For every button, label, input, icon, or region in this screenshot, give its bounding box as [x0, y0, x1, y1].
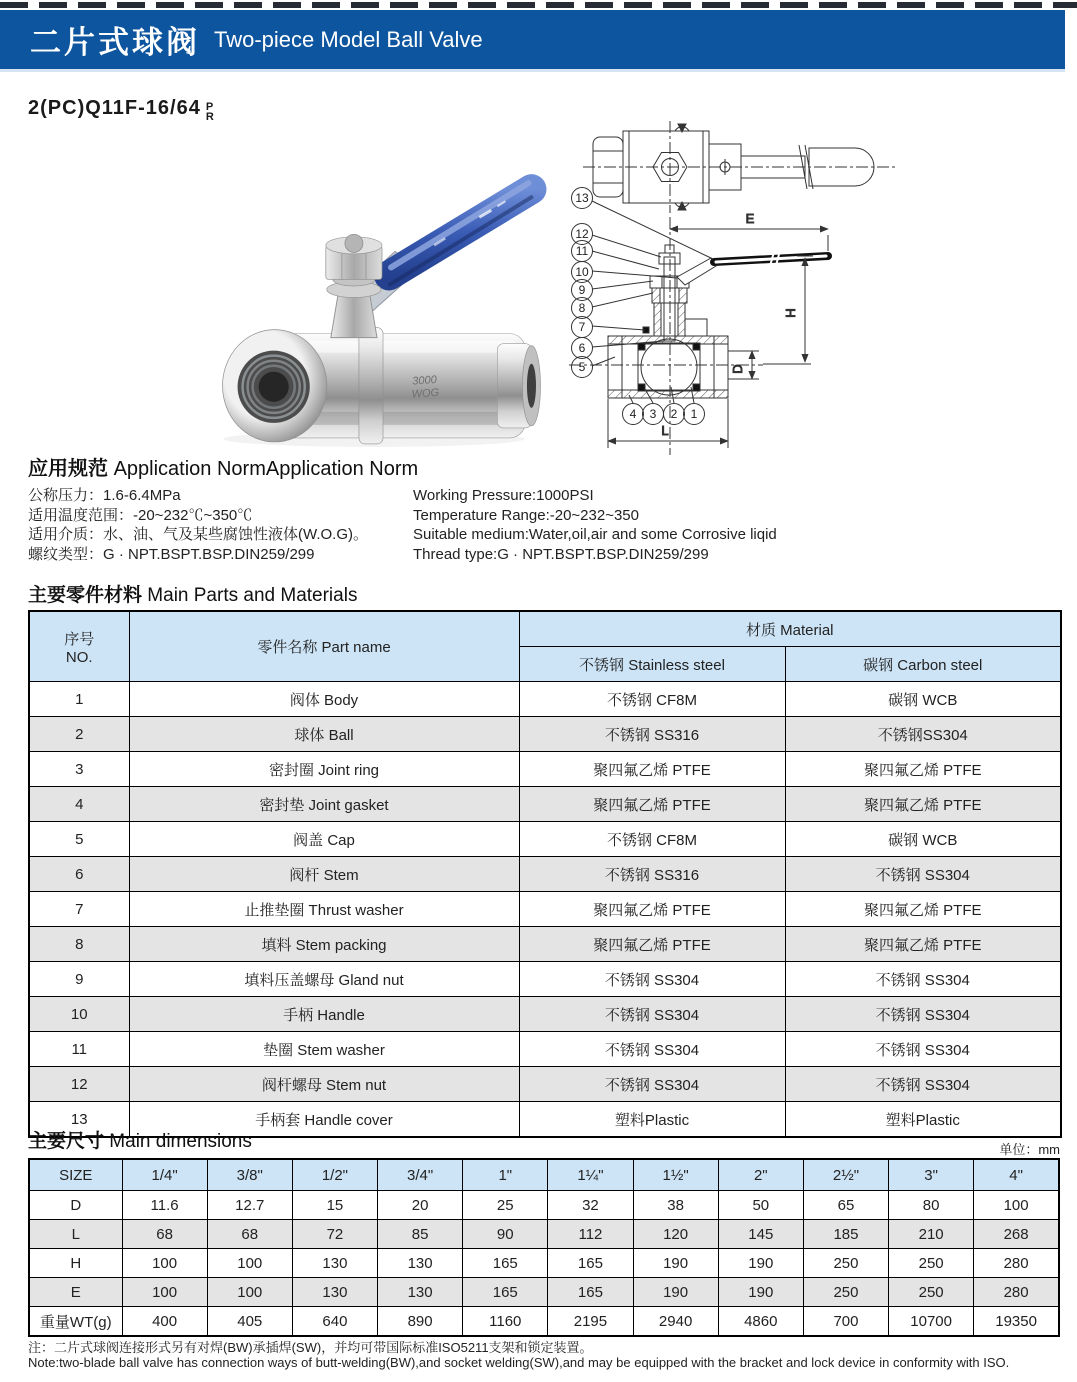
- part-material-stainless: 聚四氟乙烯 PTFE: [519, 752, 785, 787]
- part-no: 1: [29, 682, 129, 717]
- part-no: 6: [29, 857, 129, 892]
- dimension-value: 130: [378, 1249, 463, 1278]
- part-material-stainless: 不锈钢 SS304: [519, 997, 785, 1032]
- parts-table-row: [29, 1032, 1061, 1067]
- dimension-value: 100: [207, 1249, 292, 1278]
- spec-line: 螺纹类型：G · NPT.BSPT.BSP.DIN259/299: [28, 545, 315, 563]
- size-column-header: 1/2": [292, 1159, 377, 1191]
- dimension-value: 80: [889, 1191, 974, 1220]
- parts-table-row: [29, 717, 1061, 752]
- dimension-value: 190: [633, 1278, 718, 1307]
- col-header-no-en: NO.: [65, 648, 93, 666]
- part-no: 7: [29, 892, 129, 927]
- dimension-value: 120: [633, 1220, 718, 1249]
- svg-text:3000: 3000: [411, 373, 438, 388]
- dimension-value: 250: [889, 1249, 974, 1278]
- col-header-material: 材质 Material: [519, 611, 1061, 647]
- part-name: 球体 Ball: [129, 717, 519, 752]
- callout-12: 12: [575, 227, 589, 241]
- part-name: 密封垫 Joint gasket: [129, 787, 519, 822]
- svg-text:WOG: WOG: [411, 386, 440, 401]
- size-column-header: 3/4": [378, 1159, 463, 1191]
- part-no: 5: [29, 822, 129, 857]
- part-name: 手柄套 Handle cover: [129, 1102, 519, 1138]
- dimension-row-label: H: [29, 1249, 122, 1278]
- dimension-value: 19350: [974, 1307, 1059, 1337]
- size-column-header: 1½": [633, 1159, 718, 1191]
- size-label-header: SIZE: [29, 1159, 122, 1191]
- parts-table-row: [29, 892, 1061, 927]
- dimension-row: [29, 1278, 1059, 1307]
- spec-line: Thread type:G · NPT.BSPT.BSP.DIN259/299: [413, 545, 709, 563]
- dimension-value: 2940: [633, 1307, 718, 1337]
- page-top-dashed-border: [0, 2, 1077, 8]
- model-code: [28, 97, 215, 122]
- part-material-carbon: 不锈钢 SS304: [785, 1067, 1061, 1102]
- part-no: 3: [29, 752, 129, 787]
- part-material-carbon: 不锈钢 SS304: [785, 1032, 1061, 1067]
- parts-materials-table: [28, 610, 1062, 1138]
- model-suffix-r: R: [205, 111, 215, 123]
- dimension-value: 405: [207, 1307, 292, 1337]
- part-name: 阀杆 Stem: [129, 857, 519, 892]
- spec-line: Temperature Range:-20~232~350: [413, 506, 639, 524]
- part-no: 11: [29, 1032, 129, 1067]
- part-name: 密封圈 Joint ring: [129, 752, 519, 787]
- part-name: 垫圈 Stem washer: [129, 1032, 519, 1067]
- col-header-stainless: 不锈钢 Stainless steel: [519, 647, 785, 682]
- page-title-zh: 二片式球阀: [30, 25, 200, 60]
- size-column-header: 1¼": [548, 1159, 633, 1191]
- dimension-value: 100: [122, 1249, 207, 1278]
- page-title-en: Two-piece Model Ball Valve: [214, 26, 483, 52]
- dimension-row: [29, 1191, 1059, 1220]
- part-material-stainless: 聚四氟乙烯 PTFE: [519, 927, 785, 962]
- size-column-header: 1/4": [122, 1159, 207, 1191]
- dimension-value: 12.7: [207, 1191, 292, 1220]
- callout-7: 7: [578, 320, 586, 334]
- size-column-header: 3": [889, 1159, 974, 1191]
- dimension-value: 100: [122, 1278, 207, 1307]
- dimension-value: 72: [292, 1220, 377, 1249]
- dimension-value: 68: [207, 1220, 292, 1249]
- dimension-value: 20: [378, 1191, 463, 1220]
- dimension-value: 38: [633, 1191, 718, 1220]
- callout-6: 6: [578, 341, 586, 355]
- unit-label: 单位：mm: [999, 1142, 1060, 1157]
- dimension-value: 90: [463, 1220, 548, 1249]
- parts-heading-en: Main Parts and Materials: [147, 585, 358, 606]
- dimension-value: 100: [207, 1278, 292, 1307]
- col-header-no: [29, 611, 129, 682]
- dimension-row-label: E: [29, 1278, 122, 1307]
- part-material-carbon: 聚四氟乙烯 PTFE: [785, 787, 1061, 822]
- dimension-value: 190: [718, 1249, 803, 1278]
- part-material-carbon: 聚四氟乙烯 PTFE: [785, 752, 1061, 787]
- callout-2: 2: [670, 407, 678, 421]
- part-material-carbon: 塑料Plastic: [785, 1102, 1061, 1138]
- spec-line: 适用介质：水、油、气及某些腐蚀性液体(W.O.G)。: [28, 526, 368, 543]
- dimension-value: 50: [718, 1191, 803, 1220]
- part-name: 阀杆螺母 Stem nut: [129, 1067, 519, 1102]
- dimension-value: 165: [463, 1278, 548, 1307]
- dimension-value: 11.6: [122, 1191, 207, 1220]
- dimension-value: 190: [633, 1249, 718, 1278]
- dimension-row-label: 重量WT(g): [29, 1307, 122, 1337]
- part-name: 填料压盖螺母 Gland nut: [129, 962, 519, 997]
- model-suffix-p: P: [205, 101, 215, 113]
- col-header-no-zh: 序号: [64, 630, 95, 648]
- callout-5: 5: [578, 360, 586, 374]
- dimension-value: 165: [463, 1249, 548, 1278]
- dimension-row: [29, 1220, 1059, 1249]
- dimension-row-label: L: [29, 1220, 122, 1249]
- dimension-value: 68: [122, 1220, 207, 1249]
- dimensions-heading-zh: 主要尺寸: [28, 1131, 105, 1152]
- col-header-part-name: 零件名称 Part name: [129, 611, 519, 682]
- dimension-value: 85: [378, 1220, 463, 1249]
- part-material-stainless: 聚四氟乙烯 PTFE: [519, 892, 785, 927]
- dimension-value: 130: [292, 1249, 377, 1278]
- dim-label-d: D: [730, 364, 745, 374]
- dimension-row: [29, 1249, 1059, 1278]
- part-material-stainless: 不锈钢 SS304: [519, 1067, 785, 1102]
- size-column-header: 1": [463, 1159, 548, 1191]
- application-norm-heading: [28, 452, 418, 481]
- dimension-value: 130: [292, 1278, 377, 1307]
- valve-section-drawing: [565, 116, 985, 463]
- technical-drawing: [565, 116, 985, 463]
- dimension-value: 165: [548, 1249, 633, 1278]
- part-no: 2: [29, 717, 129, 752]
- part-material-carbon: 不锈钢 SS304: [785, 962, 1061, 997]
- dimension-value: 210: [889, 1220, 974, 1249]
- spec-line: Working Pressure:1000PSI: [413, 487, 594, 504]
- product-photo: [178, 133, 580, 459]
- dimension-value: 400: [122, 1307, 207, 1337]
- dimension-value: 130: [378, 1278, 463, 1307]
- parts-table-row: [29, 787, 1061, 822]
- dimension-value: 250: [803, 1249, 888, 1278]
- model-code-suffix: [206, 102, 215, 122]
- size-column-header: 4": [974, 1159, 1059, 1191]
- dimension-value: 250: [803, 1278, 888, 1307]
- part-material-stainless: 不锈钢 CF8M: [519, 822, 785, 857]
- dimensions-table: [28, 1158, 1060, 1337]
- callout-3: 3: [649, 407, 657, 421]
- parts-table-row: [29, 997, 1061, 1032]
- part-no: 9: [29, 962, 129, 997]
- part-material-stainless: 塑料Plastic: [519, 1102, 785, 1138]
- dimension-value: 1160: [463, 1307, 548, 1337]
- footnote-en: Note:two-blade ball valve has connection ways of butt-welding(BW),and socket welding(SW),and may be equipped with the bracket and lock device in conformity with ISO.: [28, 1355, 1010, 1370]
- dim-label-e: E: [745, 211, 755, 226]
- parts-heading: [28, 580, 357, 607]
- part-material-carbon: 不锈钢SS304: [785, 717, 1061, 752]
- part-material-carbon: 聚四氟乙烯 PTFE: [785, 892, 1061, 927]
- parts-table-row: [29, 927, 1061, 962]
- part-material-stainless: 不锈钢 CF8M: [519, 682, 785, 717]
- size-column-header: 2": [718, 1159, 803, 1191]
- dimension-row: [29, 1307, 1059, 1337]
- part-material-stainless: 不锈钢 SS316: [519, 717, 785, 752]
- application-heading-zh: 应用规范: [28, 458, 108, 480]
- callout-10: 10: [575, 265, 589, 279]
- dimension-value: 145: [718, 1220, 803, 1249]
- application-spec-en: [413, 486, 777, 564]
- dimension-value: 32: [548, 1191, 633, 1220]
- valve-stem-and-nut: [326, 234, 382, 337]
- dim-label-l: L: [661, 423, 669, 438]
- callout-13: 13: [575, 191, 589, 205]
- part-material-carbon: 不锈钢 SS304: [785, 857, 1061, 892]
- dimension-value: 280: [974, 1278, 1059, 1307]
- body-stamp: [410, 374, 440, 401]
- size-column-header: 3/8": [207, 1159, 292, 1191]
- dimension-value: 65: [803, 1191, 888, 1220]
- part-no: 4: [29, 787, 129, 822]
- part-material-carbon: 不锈钢 SS304: [785, 997, 1061, 1032]
- dimension-value: 25: [463, 1191, 548, 1220]
- parts-table-row: [29, 962, 1061, 997]
- part-name: 止推垫圈 Thrust washer: [129, 892, 519, 927]
- part-material-stainless: 不锈钢 SS304: [519, 1032, 785, 1067]
- callout-9: 9: [578, 283, 586, 297]
- valve-threaded-end: [223, 330, 327, 442]
- part-no: 10: [29, 997, 129, 1032]
- dimension-value: 10700: [889, 1307, 974, 1337]
- dimension-row-label: D: [29, 1191, 122, 1220]
- part-material-stainless: 不锈钢 SS316: [519, 857, 785, 892]
- dimension-value: 250: [889, 1278, 974, 1307]
- part-name: 阀体 Body: [129, 682, 519, 717]
- dimension-value: 185: [803, 1220, 888, 1249]
- callout-1: 1: [690, 407, 698, 421]
- parts-table-row: [29, 752, 1061, 787]
- dimension-value: 890: [378, 1307, 463, 1337]
- parts-table-row: [29, 682, 1061, 717]
- col-header-carbon: 碳钢 Carbon steel: [785, 647, 1061, 682]
- size-column-header: 2½": [803, 1159, 888, 1191]
- parts-table-row: [29, 822, 1061, 857]
- ball-valve-photo-illustration: [178, 133, 580, 459]
- part-no: 8: [29, 927, 129, 962]
- title-bar: [0, 10, 1065, 72]
- dimension-value: 280: [974, 1249, 1059, 1278]
- parts-table-row: [29, 857, 1061, 892]
- part-material-stainless: 聚四氟乙烯 PTFE: [519, 787, 785, 822]
- dimension-value: 640: [292, 1307, 377, 1337]
- callout-4: 4: [629, 407, 637, 421]
- parts-table-row: [29, 1067, 1061, 1102]
- application-spec-zh: [28, 486, 368, 564]
- model-code-text: 2(PC)Q11F-16/64: [28, 97, 201, 119]
- spec-line: Suitable medium:Water,oil,air and some Corrosive liqid: [413, 526, 777, 543]
- application-heading-en-text: Application Norm: [265, 458, 419, 480]
- dimension-value: 100: [974, 1191, 1059, 1220]
- footnote-zh: 注：二片式球阀连接形式另有对焊(BW)承插焊(SW)，并均可带国际标准ISO5211支架和锁定装置。: [28, 1340, 593, 1355]
- part-material-carbon: 碳钢 WCB: [785, 682, 1061, 717]
- dimension-value: 700: [803, 1307, 888, 1337]
- part-name: 填料 Stem packing: [129, 927, 519, 962]
- drawing-top-view: [583, 121, 897, 213]
- part-no: 12: [29, 1067, 129, 1102]
- part-material-stainless: 不锈钢 SS304: [519, 962, 785, 997]
- parts-heading-zh: 主要零件材料: [28, 585, 143, 606]
- dimension-value: 268: [974, 1220, 1059, 1249]
- dimensions-heading-en: Main dimensions: [109, 1131, 252, 1152]
- part-no: 13: [29, 1102, 129, 1138]
- dimension-value: 112: [548, 1220, 633, 1249]
- part-name: 阀盖 Cap: [129, 822, 519, 857]
- spec-line: 适用温度范围：-20~232℃~350℃: [28, 506, 253, 524]
- dim-label-h: H: [783, 308, 798, 318]
- dimension-value: 4860: [718, 1307, 803, 1337]
- dimension-value: 2195: [548, 1307, 633, 1337]
- part-material-carbon: 聚四氟乙烯 PTFE: [785, 927, 1061, 962]
- spec-line: 公称压力：1.6-6.4MPa: [28, 487, 181, 504]
- part-material-carbon: 碳钢 WCB: [785, 822, 1061, 857]
- part-name: 手柄 Handle: [129, 997, 519, 1032]
- dimension-value: 15: [292, 1191, 377, 1220]
- dimension-value: 165: [548, 1278, 633, 1307]
- application-heading-en: Application Norm: [113, 458, 266, 480]
- callout-11: 11: [575, 244, 589, 258]
- callout-8: 8: [578, 301, 586, 315]
- dimension-value: 190: [718, 1278, 803, 1307]
